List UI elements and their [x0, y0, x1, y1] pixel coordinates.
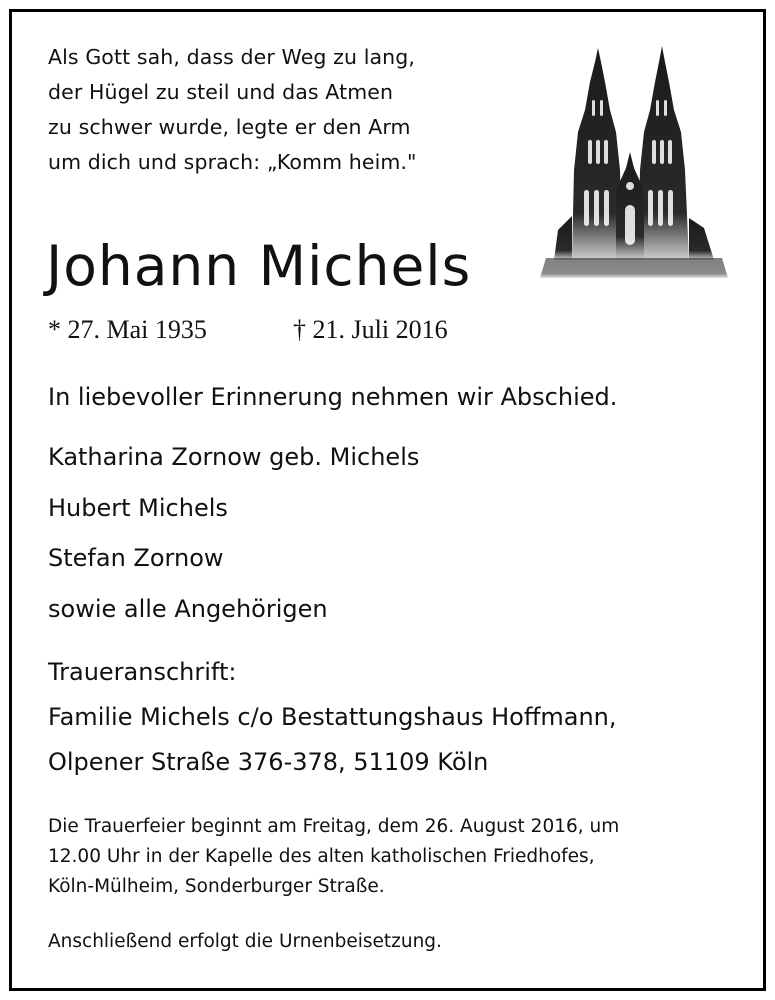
service-details — [48, 812, 619, 902]
mourners-list — [48, 432, 419, 634]
mourner-name: sowie alle Angehörigen — [48, 594, 328, 623]
life-dates — [48, 312, 548, 352]
poem — [48, 40, 488, 180]
service-line: 12.00 Uhr in der Kapelle des alten katholischen Friedhofes, — [48, 846, 595, 867]
burial-note: Anschließend erfolgt die Urnenbeisetzung. — [48, 931, 442, 952]
death-date: † 21. Juli 2016 — [293, 315, 448, 344]
address-heading: Traueranschrift: — [48, 658, 237, 686]
farewell-text: In liebevoller Erinnerung nehmen wir Abschied. — [48, 383, 618, 411]
deceased-name: Johann Michels — [46, 234, 472, 298]
mourning-address — [48, 650, 617, 785]
obituary-notice — [9, 9, 766, 991]
mourner-name: Katharina Zornow geb. Michels — [48, 443, 420, 471]
birth-date: * 27. Mai 1935 — [48, 315, 207, 344]
cologne-cathedral-icon — [534, 40, 732, 285]
address-line: Familie Michels c/o Bestattungshaus Hoffmann, — [48, 703, 617, 731]
poem-line: Als Gott sah, dass der Weg zu lang, — [48, 45, 415, 69]
address-line: Olpener Straße 376-378, 51109 Köln — [48, 748, 489, 776]
mourner-name: Hubert Michels — [48, 493, 228, 522]
service-line: Köln-Mülheim, Sonderburger Straße. — [48, 876, 385, 897]
service-line: Die Trauerfeier beginnt am Freitag, dem 26. August 2016, um — [48, 816, 620, 837]
mourner-name: Stefan Zornow — [48, 544, 224, 572]
poem-line: zu schwer wurde, legte er den Arm — [48, 115, 411, 139]
poem-line: der Hügel zu steil und das Atmen — [48, 80, 394, 104]
poem-line: um dich und sprach: „Komm heim." — [48, 150, 417, 174]
